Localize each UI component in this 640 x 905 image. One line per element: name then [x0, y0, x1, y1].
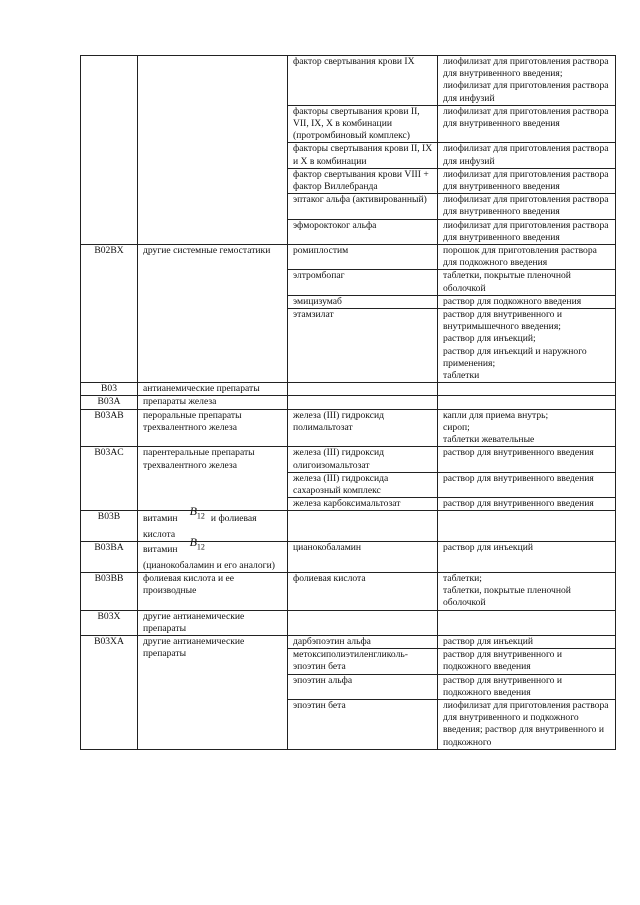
drug-list-page — [80, 55, 615, 750]
atc-code-cell: B03 — [81, 383, 138, 396]
dosage-form-cell: раствор для внутривенного введения — [438, 472, 616, 497]
drug-name-cell: эпоэтин бета — [288, 699, 438, 749]
dosage-form-cell: раствор для инъекций — [438, 542, 616, 573]
drug-name-cell: этамзилат — [288, 309, 438, 383]
vitamin-b12-formula — [189, 504, 205, 521]
dosage-form-cell: лиофилизат для приготовления раствора для инфузий — [438, 143, 616, 168]
drug-name-cell: фактор свертывания крови VIII + фактор Виллебранда — [288, 168, 438, 193]
group-name-cell: пероральные препараты трехвалентного железа — [138, 409, 288, 447]
table-row — [81, 542, 616, 573]
table-row — [81, 56, 616, 106]
dosage-form-cell: лиофилизат для приготовления раствора для внутривенного и подкожного введения; раствор для внутривенного и подкожного — [438, 699, 616, 749]
atc-code-cell: B03X — [81, 610, 138, 635]
dosage-form-cell: таблетки, покрытые пленочной оболочкой — [438, 270, 616, 295]
table-row — [81, 572, 616, 610]
table-row — [81, 245, 616, 270]
dosage-form-cell: лиофилизат для приготовления раствора для внутривенного введения — [438, 194, 616, 219]
dosage-form-cell: капли для приема внутрь; сироп; таблетки жевательные — [438, 409, 616, 447]
vitamin-suffix: и фолиевая кислота — [143, 513, 257, 540]
vitamin-b12-formula — [189, 535, 205, 552]
group-name-cell: антианемические препараты — [138, 383, 288, 396]
dosage-form-cell: раствор для внутривенного введения — [438, 447, 616, 472]
dosage-form-cell — [438, 383, 616, 396]
drug-name-cell: факторы свертывания крови II, VII, IX, X в комбинации (протромбиновый комплекс) — [288, 105, 438, 143]
table-row — [81, 610, 616, 635]
group-name-cell — [138, 504, 288, 542]
dosage-form-cell: раствор для внутривенного введения — [438, 498, 616, 511]
group-name-cell — [138, 56, 288, 245]
table-row — [81, 396, 616, 409]
vitamin-prefix: витамин — [143, 544, 178, 556]
drug-name-cell: факторы свертывания крови II, IX и X в комбинации — [288, 143, 438, 168]
drug-name-cell: железа (III) гидроксид полимальтозат — [288, 409, 438, 447]
vitamin-prefix: витамин — [143, 513, 178, 525]
dosage-form-cell: раствор для внутривенного и подкожного введения — [438, 674, 616, 699]
drug-name-cell: железа (III) гидроксид олигоизомальтозат — [288, 447, 438, 472]
group-name-cell: препараты железа — [138, 396, 288, 409]
vitamin-letter: B — [189, 535, 197, 550]
drug-name-cell: метоксиполиэтиленгликоль-эпоэтин бета — [288, 649, 438, 674]
dosage-form-cell — [438, 396, 616, 409]
atc-code-cell: B03BB — [81, 572, 138, 610]
dosage-form-cell: таблетки; таблетки, покрытые пленочной оболочкой — [438, 572, 616, 610]
table-row — [81, 447, 616, 472]
atc-code-cell: B03A — [81, 396, 138, 409]
dosage-form-cell: раствор для внутривенного и внутримышечного введения; раствор для инъекций; раствор для инъекций и наружного применения; таблетки — [438, 309, 616, 383]
group-name-cell: фолиевая кислота и ее производные — [138, 572, 288, 610]
dosage-form-cell: раствор для подкожного введения — [438, 295, 616, 308]
drug-name-cell — [288, 383, 438, 396]
drug-name-cell: эфмороктоког альфа — [288, 219, 438, 244]
atc-code-cell — [81, 56, 138, 245]
drug-name-cell: железа (III) гидроксида сахарозный комплекс — [288, 472, 438, 497]
atc-code-cell: B03B — [81, 511, 138, 542]
drug-name-cell: дарбэпоэтин альфа — [288, 635, 438, 648]
dosage-form-cell: лиофилизат для приготовления раствора для внутривенного введения — [438, 168, 616, 193]
drug-name-cell: цианокобаламин — [288, 542, 438, 573]
group-name-cell: другие антианемические препараты — [138, 610, 288, 635]
drug-name-cell: эпоэтин альфа — [288, 674, 438, 699]
dosage-form-cell — [438, 511, 616, 542]
drug-name-cell: элтромбопаг — [288, 270, 438, 295]
drug-name-cell: эмицизумаб — [288, 295, 438, 308]
group-name-cell — [138, 535, 288, 573]
dosage-form-cell — [438, 610, 616, 635]
group-name-cell: другие антианемические препараты — [138, 635, 288, 749]
drug-table-body — [81, 56, 616, 750]
drug-name-cell — [288, 610, 438, 635]
group-name-cell: парентеральные препараты трехвалентного железа — [138, 447, 288, 511]
dosage-form-cell: лиофилизат для приготовления раствора для внутривенного введения — [438, 105, 616, 143]
vitamin-index: 12 — [196, 511, 205, 521]
atc-code-cell: B02BX — [81, 245, 138, 383]
drug-name-cell — [288, 396, 438, 409]
drug-name-cell: ромиплостим — [288, 245, 438, 270]
vitamin-letter: B — [189, 504, 197, 519]
group-name-cell: другие системные гемостатики — [138, 245, 288, 383]
dosage-form-cell: раствор для инъекций — [438, 635, 616, 648]
dosage-form-cell: лиофилизат для приготовления раствора для внутривенного введения — [438, 219, 616, 244]
drug-name-cell: железа карбоксимальтозат — [288, 498, 438, 511]
table-row — [81, 409, 616, 447]
dosage-form-cell: раствор для внутривенного и подкожного введения — [438, 649, 616, 674]
vitamin-index: 12 — [196, 542, 205, 552]
drug-table — [80, 55, 616, 750]
vitamin-suffix: (цианокобаламин и его аналоги) — [143, 559, 275, 571]
atc-code-cell: B03AB — [81, 409, 138, 447]
table-row — [81, 383, 616, 396]
atc-code-cell: B03AC — [81, 447, 138, 511]
table-row — [81, 635, 616, 648]
dosage-form-cell: порошок для приготовления раствора для подкожного введения — [438, 245, 616, 270]
drug-name-cell: эптаког альфа (активированный) — [288, 194, 438, 219]
atc-code-cell: B03XA — [81, 635, 138, 749]
drug-name-cell: фактор свертывания крови IX — [288, 56, 438, 106]
atc-code-cell: B03BA — [81, 542, 138, 573]
dosage-form-cell: лиофилизат для приготовления раствора для внутривенного введения; лиофилизат для приготовления раствора для инфузий — [438, 56, 616, 106]
drug-name-cell — [288, 511, 438, 542]
table-row — [81, 511, 616, 542]
drug-name-cell: фолиевая кислота — [288, 572, 438, 610]
